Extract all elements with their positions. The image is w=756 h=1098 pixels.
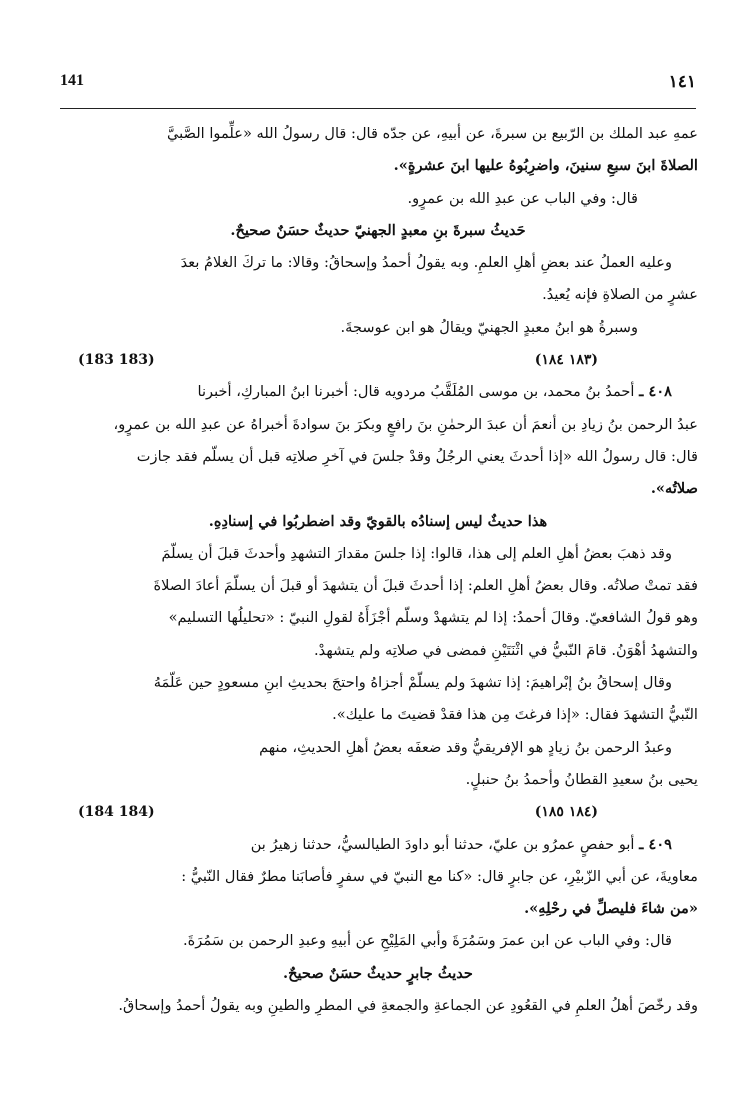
text-line: وقد ذهبَ بعضُ أهلِ العلم إلى هذا، قالوا: إذا جلسَ مقدارَ التشهدِ وأحدثَ قبلَ أن يسلّمَ — [161, 544, 672, 562]
text-line: وقال إسحاقُ بنُ إبْراهيمَ: إذا تشهدَ ولم يسلّمْ أجزاهُ واحتجَ بحديثِ ابنِ مسعودٍ حين عَلّمَهُ — [153, 674, 672, 692]
text-line: والتشهدُ أهْوَنُ. قامَ النّبيُّ في اثْنَتَيْنِ فمضى في صلاتِه ولم يتشهدْ. — [314, 641, 698, 659]
text-line: صلاتُه». — [650, 480, 698, 498]
text-line: قال: وفي الباب عن عبدِ الله بن عمرٍو. — [407, 189, 638, 207]
text-line: أحمدُ بنُ محمد، بن موسى المُلَقَّبُ مردويه قال: أخبرنا ابنُ المباركِ، أخبرنا — [197, 383, 635, 401]
text-line: أبو حفصٍ عمرُو بن عليّ، حدثنا أبو داودَ الطيالسيُّ، حدثنا زهيرُ بن — [250, 835, 635, 853]
hadith-number: ٤٠٨ ـ — [639, 383, 672, 401]
header-divider — [60, 108, 696, 109]
page-number-latin: 141 — [60, 72, 84, 89]
text-line: يحيى بنُ سعيدِ القطانُ وأحمدُ بنُ حنبلٍ. — [465, 770, 698, 788]
text-line: «من شاءَ فليصلِّ في رحْلِهِ». — [524, 900, 698, 918]
cross-reference-row — [58, 796, 698, 828]
text-line: فقد تمتْ صلاتُه. وقال بعضُ أهلِ العلم: إذا أحدثَ قبلَ أن يتشهدَ أو قبلَ أن يسلّمَ أعادَ الصلاةَ — [153, 577, 698, 595]
page-number-arabic: ١٤١ — [668, 72, 696, 92]
hadith-grading: حديثُ جابرٍ حديثٌ حسَنٌ صحيحٌ. — [283, 964, 473, 982]
text-line: النّبيُّ التشهدَ فقال: «إذا فرغتَ مِن هذا فقدْ قضيتَ ما عليك». — [332, 706, 698, 724]
text-line: وعبدُ الرحمن بنُ زيادٍ هو الإفريقيُّ وقد ضعفَه بعضُ أهلِ الحديثِ، منهم — [259, 738, 672, 756]
text-line: وعليه العملُ عند بعضِ أهلِ العلمِ. وبه يقولُ أحمدُ وإسحاقُ: وقالا: ما تركَ الغلامُ بعدَ — [180, 254, 672, 272]
text-line: وسبرةُ هو ابنُ معبدٍ الجهنيّ ويقالُ هو ابن عوسجةَ. — [340, 318, 638, 336]
reference-arabic: (١٨٣ ١٨٤) — [534, 352, 598, 369]
text-line: معاويةَ، عن أبي الزّبيْرِ، عن جابرٍ قال: «كنا مع النبيّ في سفرٍ فأصابَنا مطرٌ فقال النّبيُّ : — [181, 867, 698, 885]
page-header — [60, 72, 696, 102]
text-line: وقد رخّصَ أهلُ العلمِ في القعُودِ عن الجماعةِ والجمعةِ في المطرِ والطينِ وبه يقولُ أحمدُ وإسحاقُ. — [118, 997, 698, 1015]
cross-reference-row — [58, 344, 698, 376]
text-line: عبدُ الرحمن بنُ زيادِ بن أنعمَ أن عبدَ الرحمٰنِ بنَ رافعٍ وبكرَ بنَ سوادةَ أخبراهُ عن عبدِ الله بن عمرٍو، — [113, 415, 698, 433]
hadith-number: ٤٠٩ ـ — [639, 835, 672, 853]
hadith-grading: حَديثُ سبرةَ بنِ معبدٍ الجهنيّ حديثٌ حسَنٌ صحيحٌ. — [230, 221, 526, 239]
reference-latin: (183 183) — [78, 352, 155, 369]
text-line: الصلاةَ ابنَ سبعِ سنينَ، واضرِبُوهُ عليها ابنَ عشرةٍ». — [393, 157, 698, 175]
text-line: وهو قولُ الشافعيّ. وقالَ أحمدُ: إذا لم يتشهدْ وسلّم أجْزَأَهُ لقولِ النبيّ : «تحليلُها التسليم» — [168, 609, 698, 627]
page-body — [58, 118, 698, 1022]
hadith-start — [58, 376, 698, 408]
text-line: عشرٍ من الصلاةِ فإنه يُعيدُ. — [542, 286, 698, 304]
text-line: عمهِ عبد الملك بن الرّبيع بن سبرةَ، عن أبيهِ، عن جدّه قال: قال رسولُ الله «علِّموا الصَّبيَّ — [167, 125, 698, 142]
text-line: قال: وفي الباب عن ابن عمرَ وسَمُرَةَ وأبي المَلِيْحِ عن أبيهِ وعبدِ الرحمن بن سَمُرَةَ. — [182, 932, 672, 950]
reference-arabic: (١٨٤ ١٨٥) — [534, 804, 598, 821]
hadith-grading: هذا حديثٌ ليس إسنادُه بالقويّ وقد اضطربُوا في إسنادِهِ. — [208, 512, 548, 530]
reference-latin: (184 184) — [78, 804, 155, 821]
text-line: قال: قال رسولُ الله «إذا أحدثَ يعني الرجُلُ وقدْ جلسَ في آخرِ صلاتِه قبل أن يسلّم فقد جازت — [136, 447, 698, 465]
hadith-start — [58, 829, 698, 861]
